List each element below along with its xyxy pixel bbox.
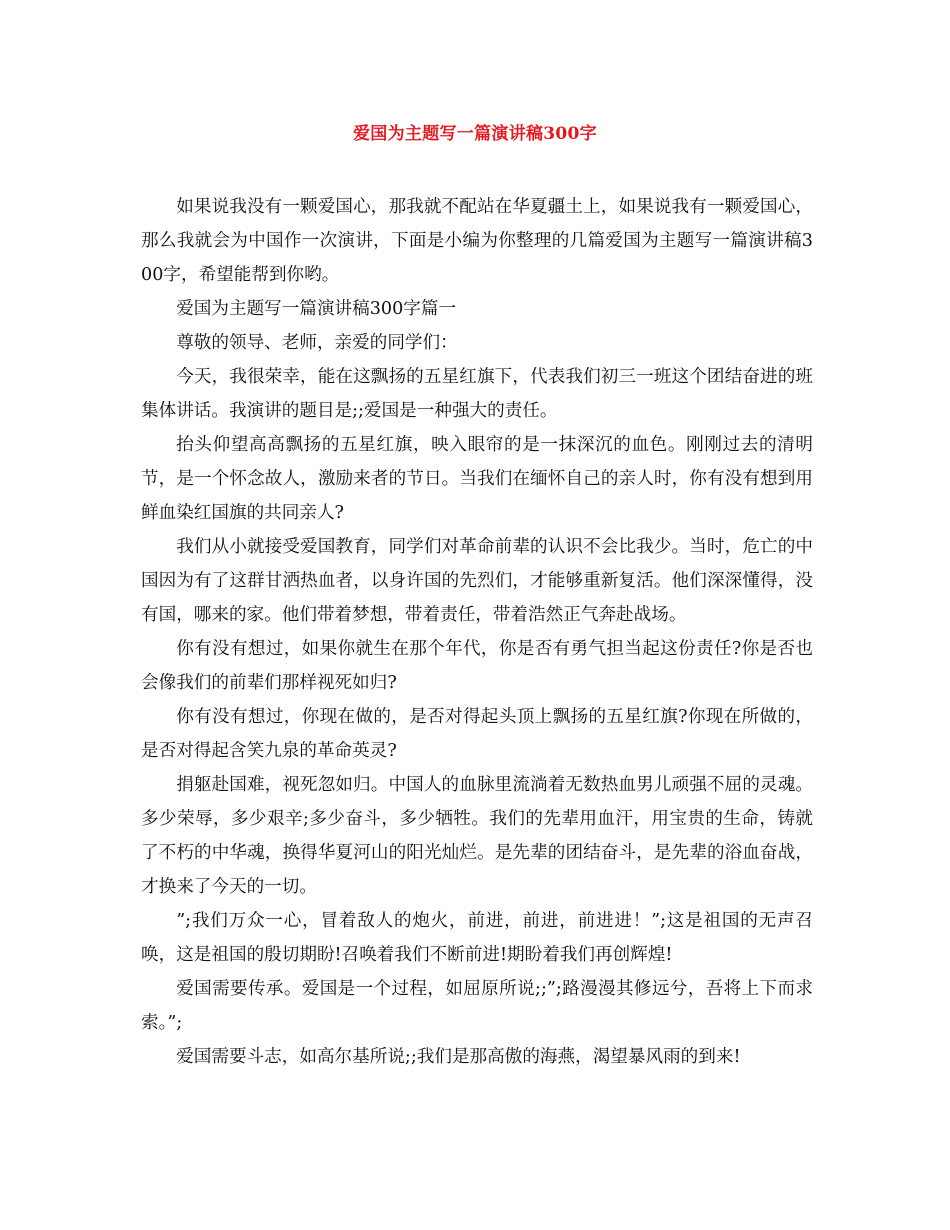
paragraph: 我们从小就接受爱国教育，同学们对革命前辈的认识不会比我少。当时，危亡的中国因为有了这群甘洒热血者，以身许国的先烈们，才能够重新复活。他们深深懂得，没有国，哪来的家。他们带着梦想，带着责任，带着浩然正气奔赴战场。 bbox=[141, 537, 813, 625]
document-body bbox=[141, 190, 813, 1074]
paragraph: 抬头仰望高高飘扬的五星红旗，映入眼帘的是一抹深沉的血色。刚刚过去的清明节，是一个怀念故人，激励来者的节日。当我们在缅怀自己的亲人时，你有没有想到用鲜血染红国旗的共同亲人? bbox=[141, 435, 813, 523]
paragraph: 爱国需要传承。爱国是一个过程，如屈原所说;;”;路漫漫其修远兮，吾将上下而求索。”; bbox=[141, 979, 813, 1033]
document-title: 爱国为主题写一篇演讲稿300字 bbox=[353, 124, 597, 144]
paragraph: 你有没有想过，如果你就生在那个年代，你是否有勇气担当起这份责任?你是否也会像我们的前辈们那样视死如归? bbox=[141, 639, 813, 693]
paragraph: 今天，我很荣幸，能在这飘扬的五星红旗下，代表我们初三一班这个团结奋进的班集体讲话。我演讲的题目是;;爱国是一种强大的责任。 bbox=[141, 367, 813, 421]
paragraph: 你有没有想过，你现在做的，是否对得起头顶上飘扬的五星红旗?你现在所做的，是否对得起含笑九泉的革命英灵? bbox=[141, 707, 813, 761]
paragraph: 捐躯赴国难，视死忽如归。中国人的血脉里流淌着无数热血男儿顽强不屈的灵魂。多少荣辱，多少艰辛;多少奋斗，多少牺牲。我们的先辈用血汗，用宝贵的生命，铸就了不朽的中华魂，换得华夏河山的阳光灿烂。是先辈的团结奋斗，是先辈的浴血奋战，才换来了今天的一切。 bbox=[141, 775, 813, 897]
paragraph-intro: 如果说我没有一颗爱国心，那我就不配站在华夏疆土上，如果说我有一颗爱国心，那么我就会为中国作一次演讲，下面是小编为你整理的几篇爱国为主题写一篇演讲稿300字，希望能帮到你哟。 bbox=[141, 197, 813, 285]
paragraph: ”;我们万众一心，冒着敌人的炮火，前进，前进，前进进！”;这是祖国的无声召唤，这是祖国的殷切期盼!召唤着我们不断前进!期盼着我们再创辉煌! bbox=[141, 911, 813, 965]
paragraph: 爱国需要斗志，如高尔基所说;;我们是那高傲的海燕，渴望暴风雨的到来! bbox=[176, 1047, 741, 1067]
salutation: 尊敬的领导、老师，亲爱的同学们： bbox=[176, 333, 458, 353]
section-heading: 爱国为主题写一篇演讲稿300字篇一 bbox=[176, 299, 457, 319]
